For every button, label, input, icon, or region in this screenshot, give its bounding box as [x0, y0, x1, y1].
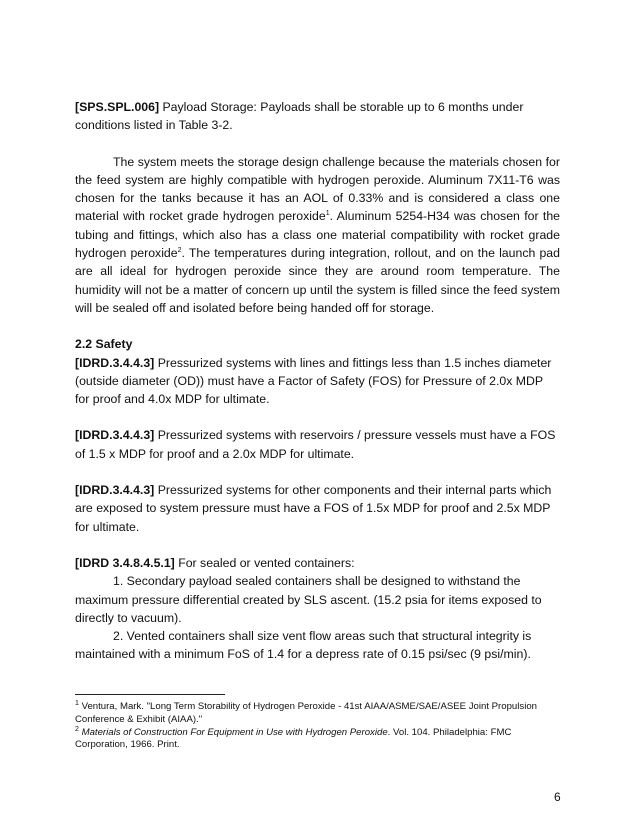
footnotes	[75, 694, 560, 752]
requirement-id: [IDRD.3.4.4.3]	[75, 483, 155, 498]
requirement-text: Payload Storage: Payloads shall be storable up to 6 months under conditions listed in Table 3-2.	[75, 100, 524, 133]
container-item-vented: 2. Vented containers shall size vent flow areas such that structural integrity is maintained with a minimum FoS of 1.4 for a depress rate of 0.15 psi/sec (9 psi/min).	[75, 629, 532, 662]
requirement-id: [IDRD.3.4.4.3]	[75, 428, 155, 443]
footnote-divider	[75, 694, 225, 695]
requirement-payload-storage	[75, 98, 560, 135]
requirement-text: Pressurized systems for other components and their internal parts which are exposed to system pressure must have a FOS of 1.5x MDP for proof and 2.5x MDP for ultimate.	[75, 483, 552, 534]
requirement-text: Pressurized systems with lines and fittings less than 1.5 inches diameter (outside diameter (OD)) must have a Factor of Safety (FOS) for Pressure of 2.0x MDP for proof and 4.0x MDP for ultimate.	[75, 355, 552, 407]
requirement-lines-fittings	[75, 354, 560, 409]
requirement-text: Pressurized systems with reservoirs / pressure vessels must have a FOS of 1.5 x MDP for proof and a 2.0x MDP for ultimate.	[75, 428, 556, 461]
footnote-title: Materials of Construction For Equipment in Use with Hydrogen Peroxide	[81, 726, 388, 738]
footnote-text: . Vol. 104. Philadelphia: FMC Corporation, 1966. Print.	[75, 726, 512, 751]
requirement-text: For sealed or vented containers:	[174, 555, 355, 570]
requirement-id: [IDRD.3.4.4.3]	[75, 355, 155, 370]
footnote-ref-2[interactable]: 2	[177, 246, 182, 254]
footnote-mark: 2	[75, 725, 79, 733]
requirement-pressure-vessels	[75, 426, 560, 463]
requirement-id: [SPS.SPL.006]	[75, 100, 160, 114]
footnote-2	[75, 727, 560, 753]
section-heading	[75, 335, 560, 353]
footnote-text: Ventura, Mark. "Long Term Storability of Hydrogen Peroxide - 41st AIAA/ASME/SAE/ASEE Joint Propulsion Conference & Exhibit (AIAA)."	[75, 701, 537, 725]
requirement-containers	[75, 554, 560, 572]
page-number: 6	[554, 790, 561, 804]
container-item-sealed: 1. Secondary payload sealed containers shall be designed to withstand the maximum pressure differential created by SLS ascent. (15.2 psia for items exposed to directly to vacuum).	[75, 574, 542, 625]
document-body	[75, 98, 560, 664]
footnote-1	[75, 701, 560, 727]
footnote-ref-1[interactable]: 1	[325, 210, 330, 218]
section-heading-text: 2.2 Safety	[75, 337, 133, 352]
paragraph-text: . The temperatures during integration, rollout, and on the launch pad are all ideal for hydrogen peroxide since they are around room temperature. The humidity will not be a matter of concern up until the system is filled since the feed system will be sealed off and isolated before being handed off for storage.	[75, 246, 560, 315]
storage-paragraph	[75, 153, 560, 318]
paragraph-text: The system meets the storage design challenge because the materials chosen for the feed system are highly compatible with hydrogen peroxide. Aluminum 7X11-T6 was chosen for the tanks because it has an AOL of 0.33% and is considered a class one material with rocket grade hydrogen peroxide	[75, 154, 560, 224]
footnote-mark: 1	[75, 699, 79, 707]
requirement-other-components	[75, 481, 560, 536]
requirement-id: [IDRD 3.4.8.4.5.1]	[75, 555, 175, 570]
paragraph-text: . Aluminum 5254-H34 was chosen for the tubing and fittings, which also has a class one material compatibility with rocket grade hydrogen peroxide	[75, 209, 560, 261]
